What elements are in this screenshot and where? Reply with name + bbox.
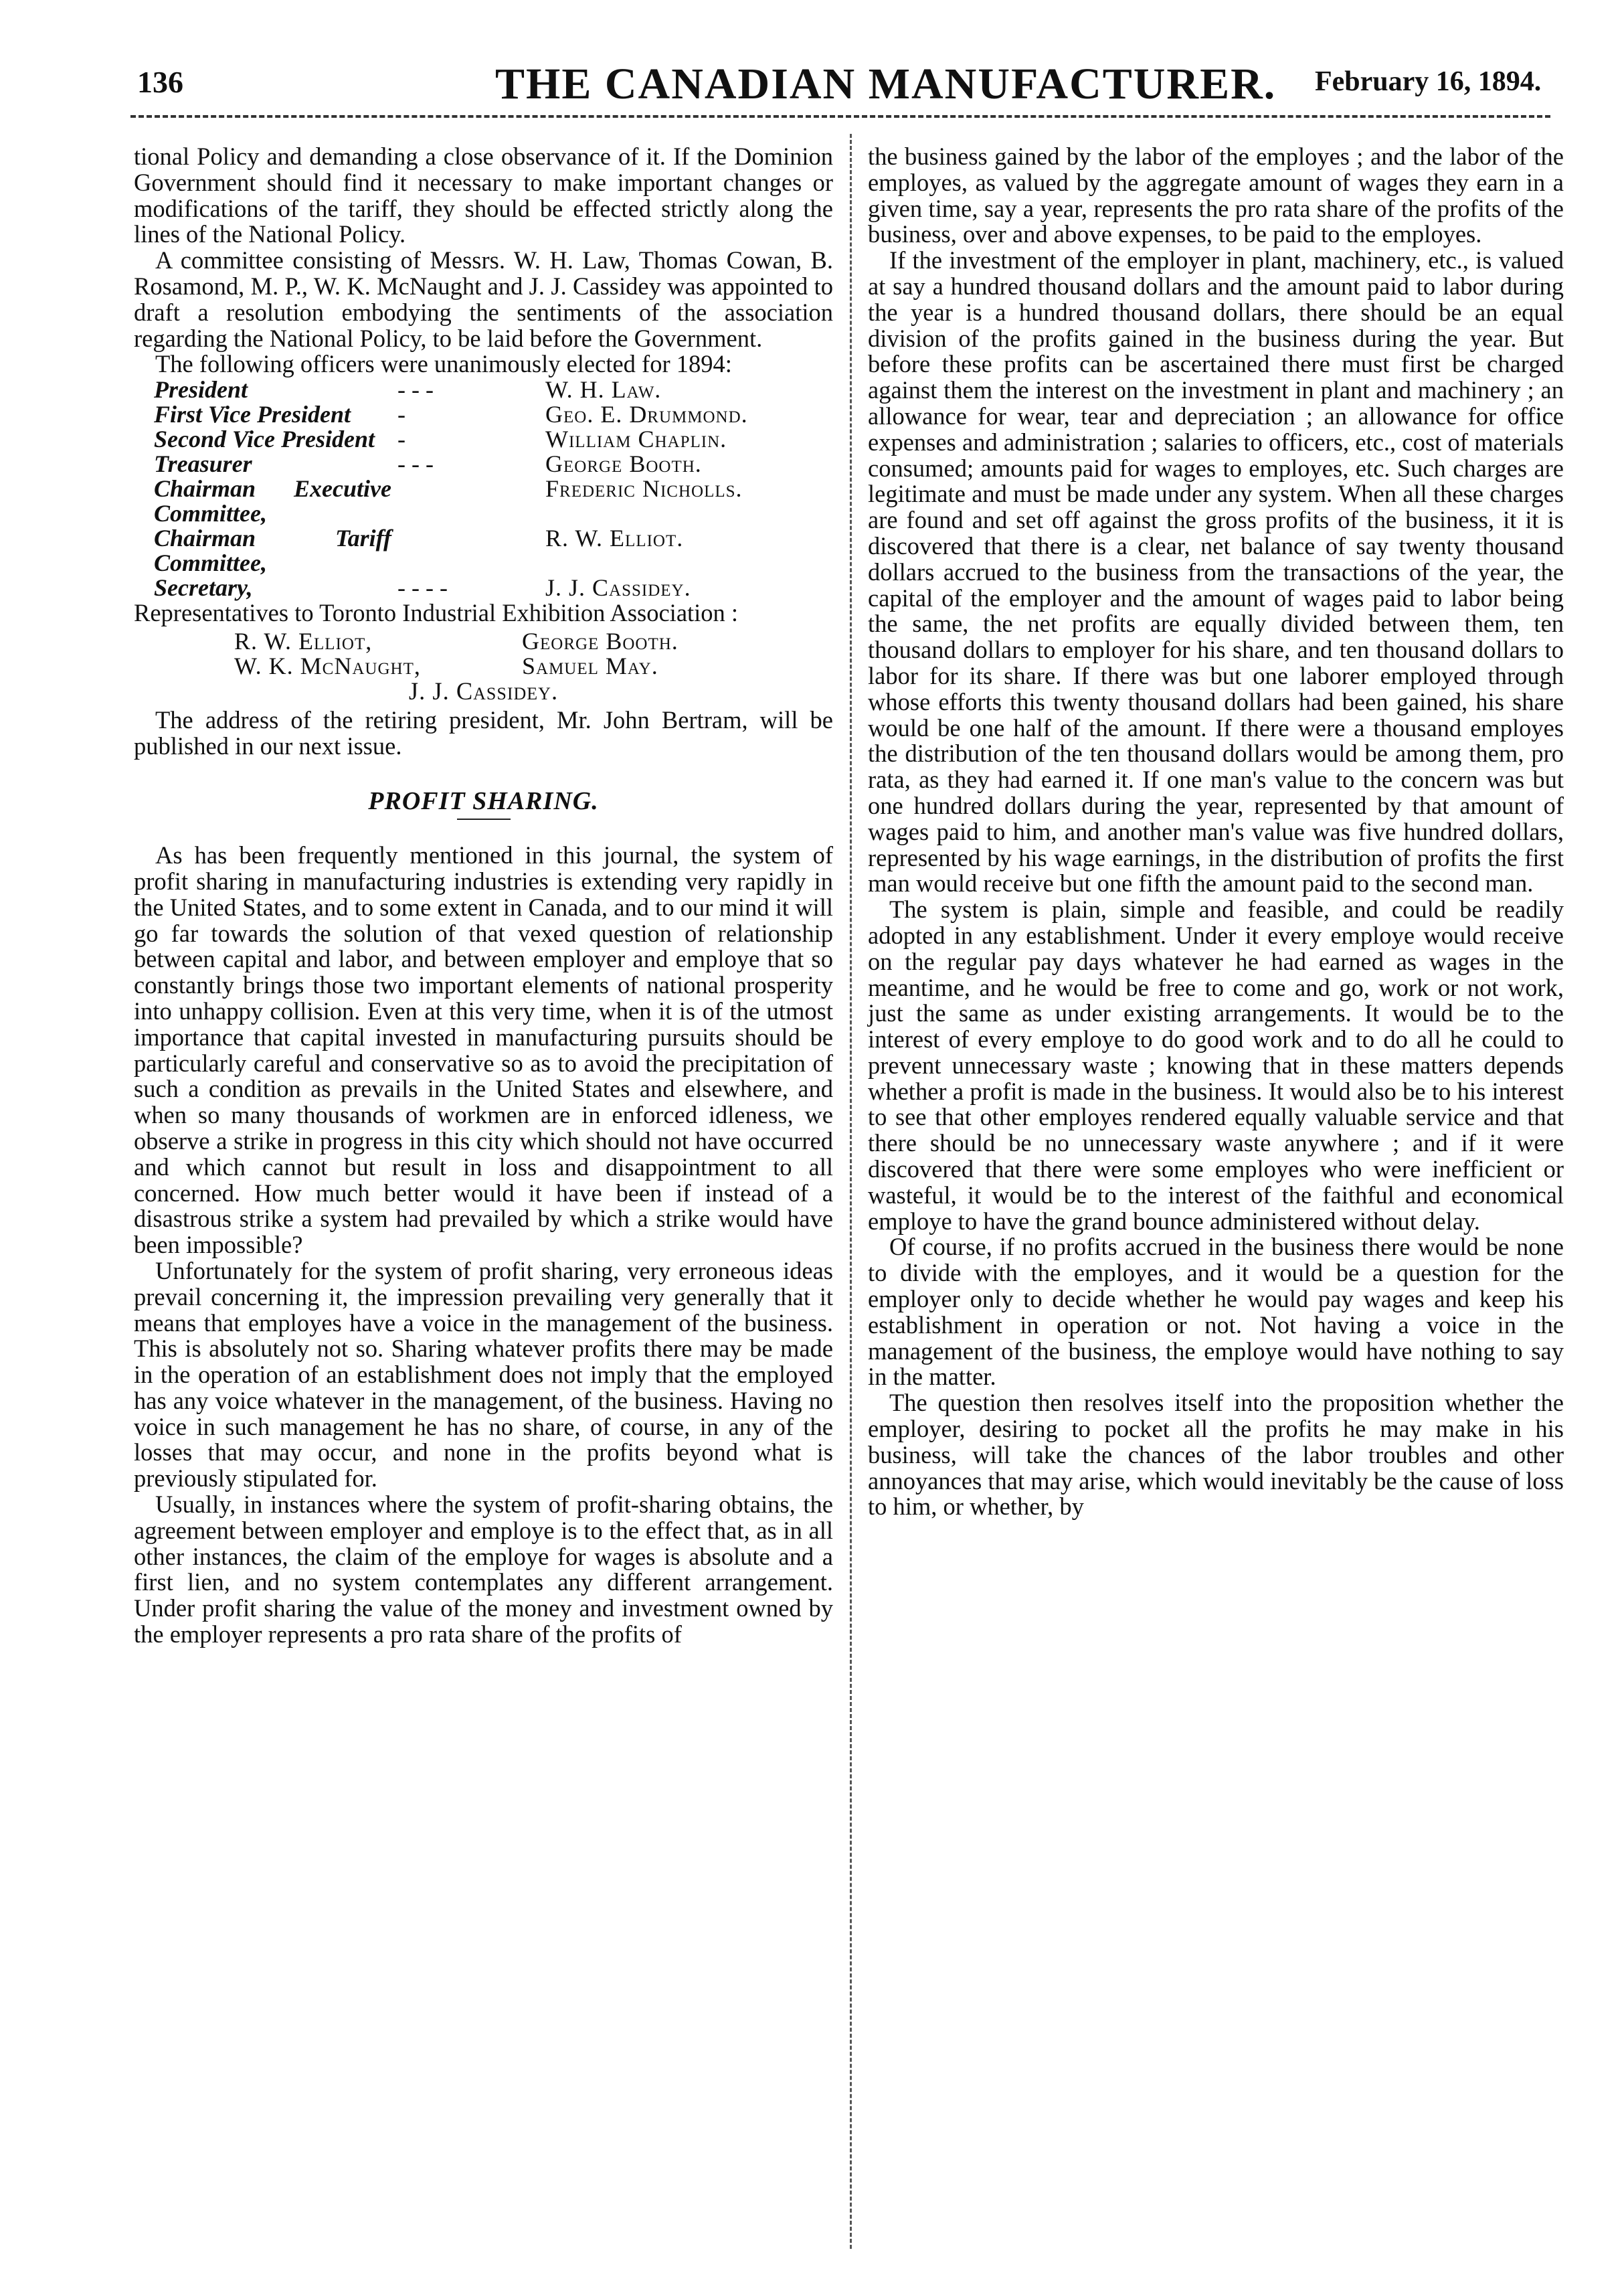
officer-role: Secretary, (154, 574, 253, 602)
representative-name: J. J. Cassidey. (408, 677, 559, 705)
paragraph: If the investment of the employer in plant, machinery, etc., is valued at say a hundred thousand dollars and the amount paid to labor during the year is a hundred thousand dollars, there should be an equal division of the profits gained in the business during the year. But before these profits can be ascertained there must first be charged against them the interest on the investment in plant and machinery ; an allowance for wear, tear and depreciation ; an allowance for office expenses and administration ; salaries to officers, etc., cost of materials consumed; amounts paid for wages to employes, etc. Such charges are legitimate and must be made under any system. When all these charges are found and set off against the gross profits of the business, it it is discovered that there is a clear, net balance of say twenty thousand dollars accrued to the business from the transactions of the year, the capital of the employer and the amount of wages paid to labor being the same, the net profits are equally divided between them, ten thousand dollars to employer for his share, and ten thousand dollars to labor for its share. If there was but one laborer employed through whose efforts this twenty thousand dollars had been gained, his share would be one half of the amount. If there were a thousand employes the distribution of the ten thousand dollars would be among them, pro rata, as they had earned it. If one man's value to the concern was but one hundred dollars during the year, represented by that amount of wages paid to him, and another man's value was five hundred dollars, represented by his wage earnings, in the distribution of profits the first man would receive but one fifth the amount paid to the second man. (868, 246, 1564, 898)
page-number: 136 (137, 65, 183, 99)
officer-row (154, 526, 748, 576)
officer-name: R. W. Elliot. (545, 525, 684, 552)
paragraph: The system is plain, simple and feasible, and could be readily adopted in any establishment. Under it every employe would receive on the regular pay days whatever he had earned as wages in the meantime, and he would be free to come and go, work or not work, just the same as under existing arrangements. It would be to the interest of every employe to do good work and to do all he could to prevent unnecessary waste ; knowing that in these matters depends whether a profit is made in the business. It would also be to his interest to see that other employes rendered equally valuable service and that there should be no unnecessary waste anywhere ; and if it were discovered that there were some employes who were inefficient or wasteful, it would be to the interest of the faithful and economical employe to have the grand bounce administered without delay. (868, 896, 1564, 1235)
officer-row (154, 477, 748, 526)
officer-leader: - - - (391, 450, 440, 478)
officer-name: W. H. Law. (545, 376, 662, 404)
officer-role: Chairman Executive Committee, (154, 475, 391, 527)
paragraph: Representatives to Toronto Industrial Exhibition Association : (134, 599, 739, 627)
officer-leader: - (391, 401, 412, 428)
officer-row (154, 576, 748, 600)
masthead-title: THE CANADIAN MANUFACTURER. (495, 60, 1277, 108)
headline-rule (457, 819, 511, 820)
officer-row (154, 427, 748, 452)
representatives-table (234, 629, 810, 679)
paragraph: As has been frequently mentioned in this journal, the system of profit sharing in manufacturing industries is extending very rapidly in the United States, and to some extent in Canada, and to our mind it will go far towards the solution of that vexed question of relationship between capital and labor, and between employer and employe that so constantly brings those two important elements of national prosperity into unhappy collision. Even at this very time, when it is of the utmost importance that capital invested in manufacturing pursuits should be particularly careful and conservative so as to avoid the precipitation of such a condition as prevails in the United States and elsewhere, and when so many thousands of workmen are in enforced idleness, we observe a strike in progress in this city which should not have occurred and which cannot but result in loss and disappointment to all concerned. How much better would it have been if instead of a disastrous strike a system had prevailed by which a strike would have been impossible? (134, 841, 833, 1259)
column-divider (850, 134, 852, 2249)
officer-name: George Booth. (545, 450, 702, 478)
officer-name: William Chaplin. (545, 426, 727, 453)
officer-row (154, 377, 748, 402)
officer-role: Treasurer (154, 450, 252, 478)
representative-row (234, 654, 810, 679)
issue-date: February 16, 1894. (1315, 66, 1542, 97)
officer-row (154, 452, 748, 477)
officer-row (154, 402, 748, 427)
article-headline: PROFIT SHARING. (368, 787, 599, 816)
representative-name: George Booth. (522, 627, 679, 655)
paragraph: A committee consisting of Messrs. W. H. Law, Thomas Cowan, B. Rosamond, M. P., W. K. McNaught and J. J. Cassidey was appointed to draft a resolution embodying the sentiments of the association regarding the National Policy, to be laid before the Government. (134, 246, 833, 352)
paragraph: Of course, if no profits accrued in the business there would be none to divide with the employes, and it would be a question for the employer only to decide whether he would pay wages and keep his establishment in operation or not. Not having a voice in the management of the business, the employe would have nothing to say in the matter. (868, 1233, 1564, 1391)
officer-role: Second Vice President (154, 426, 375, 453)
right-column (868, 144, 1564, 1520)
officer-leader (391, 477, 545, 526)
officer-role: Chairman Tariff Committee, (154, 525, 391, 577)
representative-row (234, 629, 810, 654)
left-column (134, 144, 833, 1648)
representative-name: W. K. McNaught, (234, 652, 421, 679)
officer-leader: - - - - (391, 574, 454, 602)
representative-name: Samuel May. (522, 652, 658, 679)
representative-name: R. W. Elliot, (234, 627, 373, 655)
officer-name: Frederic Nicholls. (545, 475, 743, 503)
paragraph: The following officers were unanimously elected for 1894: (155, 350, 732, 378)
paragraph: the business gained by the labor of the employes ; and the labor of the employes, as valued by the aggregate amount of wages they earn in a given time, say a year, represents the pro rata share of the profits of the business, over and above expenses, to be paid to the employes. (868, 143, 1564, 248)
officer-leader: - (391, 426, 412, 453)
officer-leader (391, 526, 545, 576)
paragraph: The question then resolves itself into the proposition whether the employer, desiring to pocket all the profits he may make in his business, will take the chances of the labor troubles and other annoyances that may arise, which would inevitably be the cause of loss to him, or whether, by (868, 1389, 1564, 1521)
paragraph: tional Policy and demanding a close observance of it. If the Dominion Government should find it necessary to make important changes or modifications of the tariff, they should be effected strictly along the lines of the National Policy. (134, 143, 833, 248)
officer-name: J. J. Cassidey. (545, 574, 691, 602)
paragraph: The address of the retiring president, Mr. John Bertram, will be published in our next issue. (134, 705, 833, 760)
paragraph: Usually, in instances where the system of profit-sharing obtains, the agreement between employer and employe is to the effect that, as in all other instances, the claim of the employe for wages is absolute and a first lien, and no system contemplates any different arrangement. Under profit sharing the value of the money and investment owned by the employer represents a pro rata share of the profits of (134, 1491, 833, 1648)
officer-role: First Vice President (154, 401, 351, 428)
officer-name: Geo. E. Drummond. (545, 401, 748, 428)
paragraph: Unfortunately for the system of profit sharing, very erroneous ideas prevail concerning it, the impression prevailing very generally that it means that employes have a voice in the management of the business. This is absolutely not so. Sharing whatever profits there may be made in the operation of an establishment does not imply that the employed has any voice whatever in the management, of the business. Having no voice in such management he has no share, of course, in any of the losses that may occur, and none in the profits beyond what is previously stipulated for. (134, 1256, 833, 1493)
header-rule (130, 115, 1550, 118)
officers-table (154, 377, 748, 600)
officer-leader: - - - (391, 376, 440, 404)
officer-role: President (154, 376, 248, 404)
